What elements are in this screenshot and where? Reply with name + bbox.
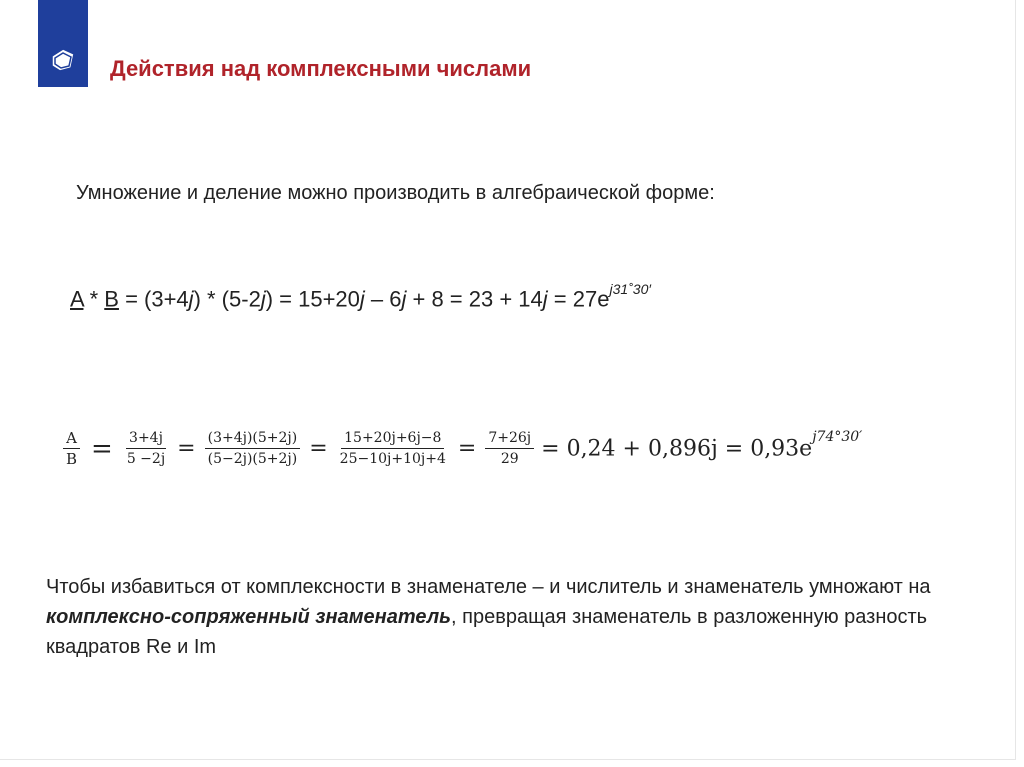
multiplication-equation xyxy=(70,281,651,312)
division-equation xyxy=(60,428,862,469)
eq1-part2: ) * (5-2 xyxy=(193,286,261,312)
equals-sign: = xyxy=(91,433,113,464)
fraction-denominator: B xyxy=(66,450,78,468)
eq1-j3: j xyxy=(359,286,365,312)
fraction-denominator: 29 xyxy=(500,451,519,467)
eq1-j4: j xyxy=(401,286,407,312)
eq1-part5: + 8 = 23 + 14 xyxy=(406,286,543,312)
open-book-icon xyxy=(49,44,77,74)
eq1-part4: – 6 xyxy=(364,286,402,312)
eq1-part3: ) = 15+20 xyxy=(265,286,360,312)
fraction-numerator: 15+20j+6j−8 xyxy=(341,428,444,449)
fraction-step-1 xyxy=(124,428,168,469)
division-result-exponent: j74°30′ xyxy=(812,429,863,446)
eq1-part6: = 27e xyxy=(547,286,610,312)
explanation-text xyxy=(46,572,996,662)
fraction-denominator: 25−10j+10j+4 xyxy=(339,451,446,467)
explanation-part-1: Чтобы избавиться от комплексности в знаменателе – и числитель и знаменатель умножают на xyxy=(46,576,931,598)
fraction-step-2 xyxy=(205,428,301,469)
page-title: Действия над комплексными числами xyxy=(110,56,532,81)
fraction-numerator: A xyxy=(63,428,80,449)
equals-sign: = xyxy=(309,436,328,461)
fraction-a-over-b xyxy=(63,428,80,469)
eq1-j5: j xyxy=(542,286,548,312)
fraction-step-4 xyxy=(485,428,534,469)
explanation-emphasis: комплексно-сопряженный знаменатель xyxy=(46,606,452,628)
eq1-j2: j xyxy=(260,286,266,312)
var-b: B xyxy=(104,286,119,312)
eq1-j1: j xyxy=(188,286,194,312)
fraction-denominator: (5−2j)(5+2j) xyxy=(207,451,298,467)
fraction-numerator: (3+4j)(5+2j) xyxy=(205,428,301,449)
division-result xyxy=(541,429,863,462)
intro-text: Умножение и деление можно производить в алгебраической форме: xyxy=(76,182,715,204)
equals-sign: = xyxy=(177,436,196,461)
fraction-step-3 xyxy=(337,428,449,469)
explanation-part-2: , превращая знаменатель в разложенную разность квадратов Re и Im xyxy=(46,606,928,658)
var-a: A xyxy=(70,286,84,312)
eq1-exponent: j31˚30′ xyxy=(609,281,651,297)
fraction-numerator: 3+4j xyxy=(126,428,166,449)
fraction-numerator: 7+26j xyxy=(485,428,534,449)
eq1-part1: = (3+4 xyxy=(118,286,189,312)
division-result-value: = 0,24 + 0,896j = 0,93e xyxy=(541,436,813,462)
logo-banner xyxy=(38,0,88,87)
eq1-mul: * xyxy=(83,286,105,312)
equals-sign: = xyxy=(457,436,477,461)
fraction-denominator: 5 −2j xyxy=(126,451,166,467)
